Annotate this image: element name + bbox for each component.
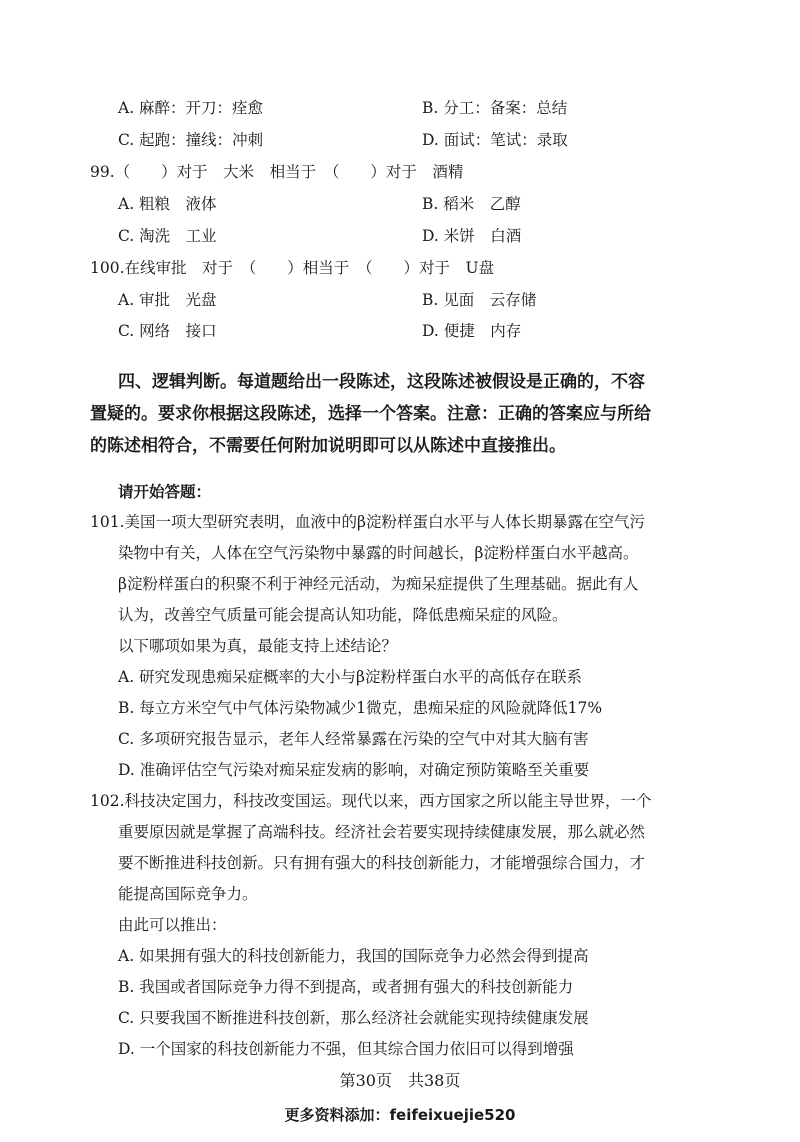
q98-option-b: B. 分工：备案：总结 <box>422 99 568 117</box>
section-heading-line: 四、逻辑判断。每道题给出一段陈述，这段陈述被假设是正确的，不容 <box>118 372 645 392</box>
q102-text-line: 能提高国际竞争力。 <box>118 885 258 903</box>
q101-text-line: 染物中有关，人体在空气污染物中暴露的时间越长，β淀粉样蛋白水平越高。 <box>118 544 639 562</box>
q100-option-a: A. 审批 光盘 <box>118 291 217 309</box>
q102-text-line: 重要原因就是掌握了高端科技。经济社会若要实现持续健康发展，那么就必然 <box>118 823 646 841</box>
q102-text-line: 要不断推进科技创新。只有拥有强大的科技创新能力，才能增强综合国力，才 <box>118 854 646 872</box>
q102-option-a: A. 如果拥有强大的科技创新能力，我国的国际竞争力必然会得到提高 <box>118 947 589 965</box>
section-heading-line: 的陈述相符合，不需要任何附加说明即可以从陈述中直接推出。 <box>90 436 566 456</box>
q101-option-c: C. 多项研究报告显示，老年人经常暴露在污染的空气中对其大脑有害 <box>118 730 589 748</box>
q101-text-line: β淀粉样蛋白的积聚不利于神经元活动，为痴呆症提供了生理基础。据此有人 <box>118 575 639 593</box>
q100-stem: 100.在线审批 对于 （ ）相当于 （ ）对于 U盘 <box>90 259 495 277</box>
q102-option-d: D. 一个国家的科技创新能力不强，但其综合国力依旧可以得到增强 <box>118 1040 574 1058</box>
start-label: 请开始答题： <box>118 483 212 501</box>
q99-option-d: D. 米饼 白酒 <box>422 227 522 245</box>
q101-text-line: 认为，改善空气质量可能会提高认知功能，降低患痴呆症的风险。 <box>118 606 568 624</box>
q100-option-c: C. 网络 接口 <box>118 322 217 340</box>
q101-option-b: B. 每立方米空气中气体污染物减少1微克，患痴呆症的风险就降低17% <box>118 699 603 717</box>
q98-option-a: A. 麻醉：开刀：痊愈 <box>118 99 264 117</box>
page-number: 第30页 共38页 <box>339 1071 461 1090</box>
q102-option-c: C. 只要我国不断推进科技创新，那么经济社会就能实现持续健康发展 <box>118 1009 589 1027</box>
q101-question: 以下哪项如果为真，最能支持上述结论？ <box>118 637 398 655</box>
q99-option-c: C. 淘洗 工业 <box>118 227 217 245</box>
footer-note: 更多资料添加：feifeixuejie520 <box>284 1106 516 1124</box>
q99-option-a: A. 粗粮 液体 <box>118 195 217 213</box>
q101-option-a: A. 研究发现患痴呆症概率的大小与β淀粉样蛋白水平的高低存在联系 <box>118 668 583 686</box>
q99-stem: 99.（ ）对于 大米 相当于 （ ）对于 酒精 <box>90 163 464 181</box>
section-heading-line: 置疑的。要求你根据这段陈述，选择一个答案。注意：正确的答案应与所给 <box>90 404 651 424</box>
q98-option-c: C. 起跑：撞线：冲刺 <box>118 131 264 149</box>
q100-option-d: D. 便捷 内存 <box>422 322 522 340</box>
q98-option-d: D. 面试：笔试：录取 <box>422 131 568 149</box>
q101-text-line: 101.美国一项大型研究表明，血液中的β淀粉样蛋白水平与人体长期暴露在空气污 <box>90 513 645 531</box>
section-heading <box>90 366 710 462</box>
q102-question: 由此可以推出： <box>118 916 227 934</box>
q99-option-b: B. 稻米 乙醇 <box>422 195 521 213</box>
q101-option-d: D. 准确评估空气污染对痴呆症发病的影响，对确定预防策略至关重要 <box>118 761 590 779</box>
q100-option-b: B. 见面 云存储 <box>422 291 537 309</box>
q102-text-line: 102.科技决定国力，科技改变国运。现代以来，西方国家之所以能主导世界，一个 <box>90 792 652 810</box>
q102-option-b: B. 我国或者国际竞争力得不到提高，或者拥有强大的科技创新能力 <box>118 978 574 996</box>
